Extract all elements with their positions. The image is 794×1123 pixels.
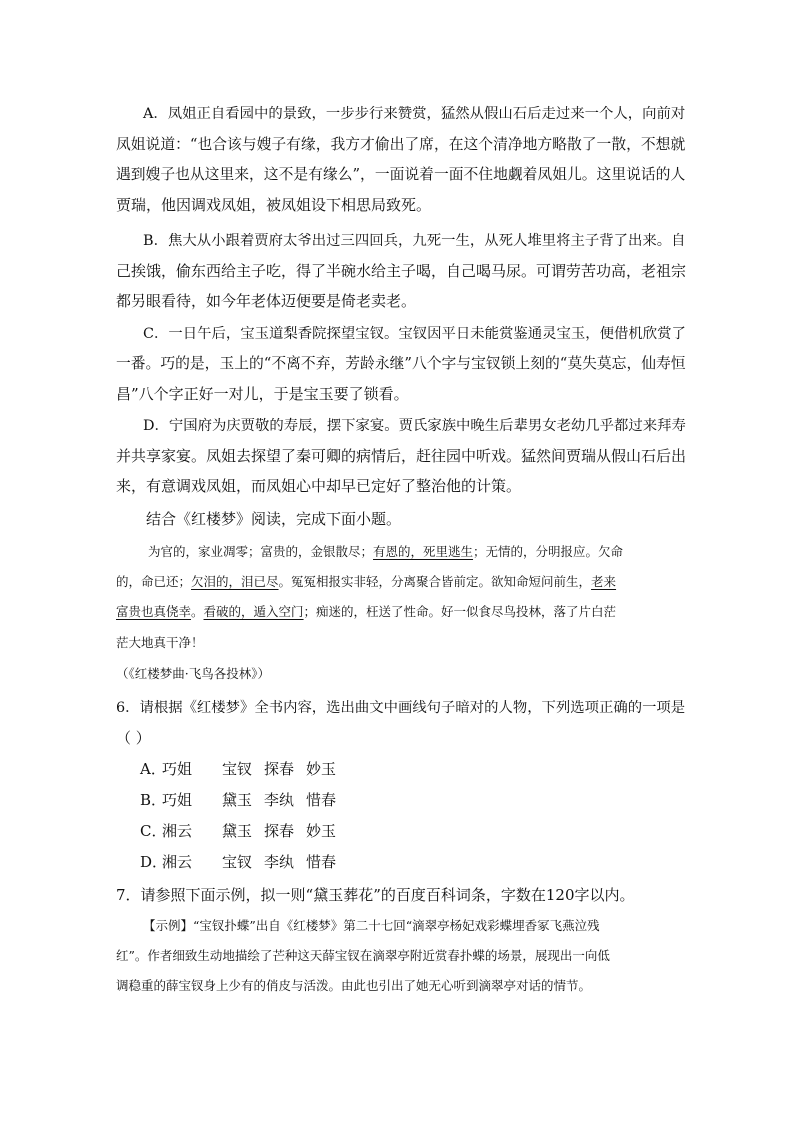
passage-line xyxy=(116,572,616,590)
choice-name: 湘云 xyxy=(162,822,193,840)
choice-name: 宝钗 xyxy=(222,853,253,871)
passage-line xyxy=(116,602,616,620)
choice-c[interactable] xyxy=(140,820,336,841)
choice-letter: D． xyxy=(140,853,168,871)
option-a-line: 遇到嫂子也从这里来，这不是有缘么”，一面说着一面不住地觑着凤姐儿。这里说话的人 xyxy=(116,166,686,183)
option-c-line: 昌”八个字正好一对儿，于是宝玉要了锁看。 xyxy=(116,385,409,403)
underlined-phrase: 看破的，遁入空门 xyxy=(203,604,304,619)
example-line: 【示例】“宝钗扑蝶”出自《红楼梦》第二十七回“滴翠亭杨妃戏彩蝶埋香冢飞燕泣残 xyxy=(143,918,600,933)
choice-name: 宝钗 xyxy=(222,760,253,778)
passage-text: ；无情的，分明报应。欠命 xyxy=(473,544,624,559)
underlined-phrase: 富贵也真侥幸 xyxy=(116,604,192,619)
option-d-line: 并共享家宴。凤姐去探望了秦可卿的病情后，赶往园中听戏。猛然间贾瑞从假山石后出 xyxy=(116,447,687,465)
choice-letter: A． xyxy=(140,760,166,778)
example-line: 红”。作者细致生动地描绘了芒种这天薛宝钗在滴翠亭附近赏春扑蝶的场景，展现出一向低 xyxy=(116,948,610,963)
choice-name: 黛玉 xyxy=(222,791,253,809)
option-d-line: D．宁国府为庆贾敬的寿辰，摆下家宴。贾氏家族中晚生后辈男女老幼几乎都过来拜寿 xyxy=(143,418,686,434)
instruction: 结合《红楼梦》阅读，完成下面小题。 xyxy=(146,510,402,528)
option-b-line: B．焦大从小跟着贾府太爷出过三四回兵，九死一生，从死人堆里将主子背了出来。自 xyxy=(143,233,686,249)
choice-name: 探春 xyxy=(264,760,295,778)
passage-line xyxy=(148,542,623,560)
option-b-line: 都另眼看待，如今年老体迈便要是倚老卖老。 xyxy=(116,292,417,310)
option-a-line: 贾瑞，他因调戏凤姐，被凤姐设下相思局致死。 xyxy=(116,196,432,214)
choice-name: 巧姐 xyxy=(162,791,193,809)
question-6-stem: 6．请根据《红楼梦》全书内容，选出曲文中画线句子暗对的人物，下列选项正确的一项是 xyxy=(116,700,686,716)
choice-name: 惜春 xyxy=(306,791,337,809)
passage-text: ；痴迷的，枉送了性命。好一似食尽鸟投林，落了片白茫 xyxy=(303,604,617,619)
passage-text: 的，命已还； xyxy=(116,574,192,589)
choice-name: 李纨 xyxy=(264,791,295,809)
option-c-line: C．一日午后，宝玉道梨香院探望宝钗。宝钗因平日未能赏鉴通灵宝玉，便借机欣赏了 xyxy=(143,326,686,342)
choice-name: 惜春 xyxy=(306,853,337,871)
passage-text: 。冤冤相报实非轻，分离聚合皆前定。欲知命短问前生， xyxy=(278,574,592,589)
choice-name: 湘云 xyxy=(162,853,193,871)
passage-line: 茫大地真干净！ xyxy=(116,635,204,650)
example-line: 调稳重的薛宝钗身上少有的俏皮与活泼。由此也引出了她无心听到滴翠亭对话的情节。 xyxy=(116,978,592,993)
passage-text: 。 xyxy=(191,604,204,619)
choice-name: 李纨 xyxy=(264,853,295,871)
option-a-line: A．凤姐正自看园中的景致，一步步行来赞赏，猛然从假山石后走过来一个人，向前对 xyxy=(143,106,686,122)
choice-name: 巧姐 xyxy=(162,760,193,778)
choice-name: 黛玉 xyxy=(222,822,253,840)
question-7-stem: 7．请参照下面示例，拟一则“黛玉葬花”的百度百科词条，字数在120字以内。 xyxy=(116,886,635,904)
choice-a[interactable] xyxy=(140,758,336,779)
choice-name: 妙玉 xyxy=(306,760,337,778)
underlined-phrase: 老来 xyxy=(591,574,617,589)
choice-d[interactable] xyxy=(140,851,336,872)
option-c-line: 一番。巧的是，玉上的“不离不弃，芳龄永继”八个字与宝钗锁上刻的“莫失莫忘，仙寿恒 xyxy=(116,355,686,372)
option-b-line: 己挨饿，偷东西给主子吃，得了半碗水给主子喝，自己喝马尿。可谓劳苦功高，老祖宗 xyxy=(116,262,687,280)
underlined-phrase: 有恩的，死里逃生 xyxy=(373,544,474,559)
choice-letter: B． xyxy=(140,791,167,809)
passage-text: 为官的，家业凋零；富贵的，金银散尽； xyxy=(148,544,374,559)
choice-name: 妙玉 xyxy=(306,822,337,840)
question-6-blank: （ ） xyxy=(116,729,151,747)
choice-b[interactable] xyxy=(140,789,336,810)
underlined-phrase: 欠泪的，泪已尽 xyxy=(191,574,279,589)
passage-source: （《红楼梦曲·飞鸟各投林》） xyxy=(116,666,270,681)
option-d-line: 来，有意调戏凤姐，而凤姐心中却早已定好了整治他的计策。 xyxy=(116,477,522,495)
choice-name: 探春 xyxy=(264,822,295,840)
option-a-line: 凤姐说道：“也合该与嫂子有缘，我方才偷出了席，在这个清净地方略散了一散，不想就 xyxy=(116,136,686,153)
choice-letter: C． xyxy=(140,822,167,840)
